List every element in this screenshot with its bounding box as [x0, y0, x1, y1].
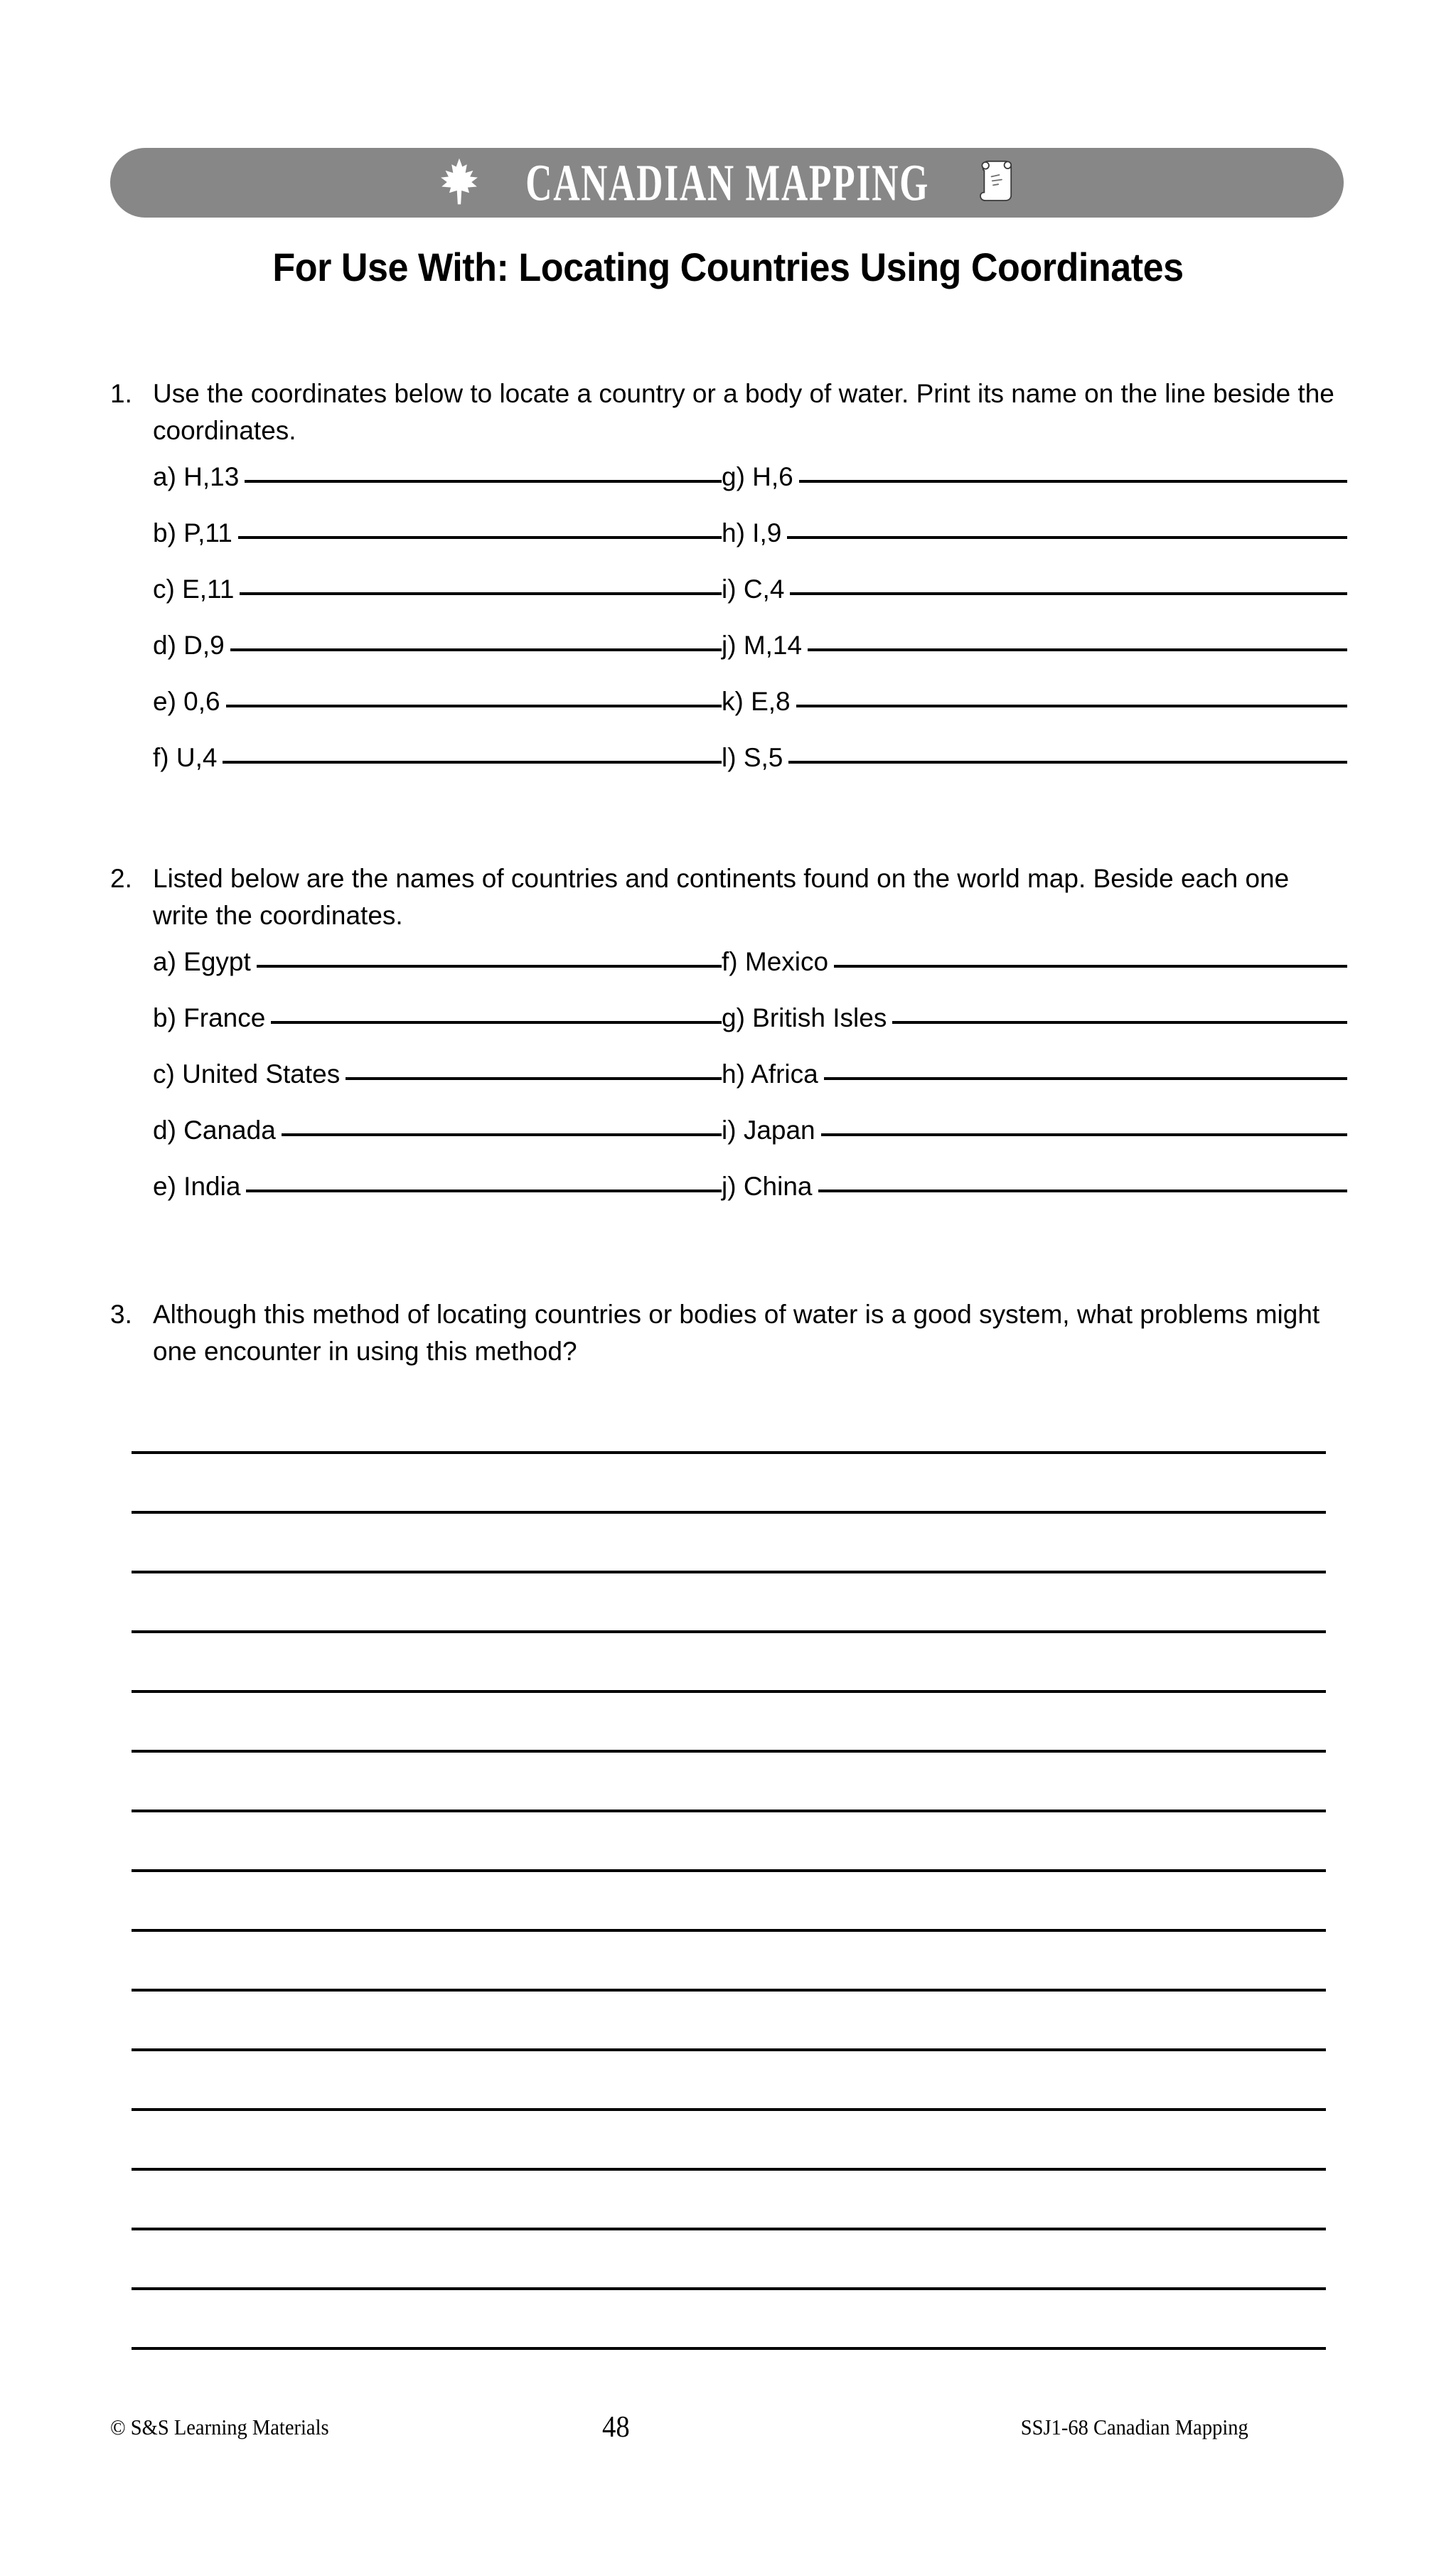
- item-label: i) C,4: [722, 574, 785, 604]
- banner-title: CANADIAN MAPPING: [525, 154, 930, 212]
- answer-blank[interactable]: [230, 648, 722, 651]
- answer-blank[interactable]: [226, 705, 722, 707]
- question-2-number: 2.: [110, 864, 132, 893]
- question-2: [110, 860, 1347, 1228]
- list-item: [722, 743, 1347, 799]
- answer-line[interactable]: [132, 1693, 1326, 1753]
- list-item: [722, 947, 1347, 1003]
- answer-blank[interactable]: [282, 1133, 722, 1136]
- item-label: h) I,9: [722, 518, 782, 547]
- answer-line[interactable]: [132, 1454, 1326, 1514]
- list-item: [153, 1059, 722, 1116]
- item-label: g) H,6: [722, 462, 793, 491]
- list-item: [153, 743, 722, 799]
- section-spacer: [110, 799, 1347, 860]
- answer-blank[interactable]: [892, 1021, 1347, 1024]
- answer-line[interactable]: [132, 1872, 1326, 1932]
- list-item: [153, 462, 722, 518]
- item-label: l) S,5: [722, 743, 783, 772]
- item-label: j) China: [722, 1172, 813, 1201]
- question-2-right-column: [722, 947, 1347, 1228]
- question-1-number: 1.: [110, 379, 132, 408]
- answer-line[interactable]: [132, 1992, 1326, 2051]
- answer-line[interactable]: [132, 2051, 1326, 2111]
- answer-line[interactable]: [132, 1573, 1326, 1633]
- maple-leaf-icon: [440, 157, 478, 209]
- item-label: f) Mexico: [722, 947, 829, 976]
- item-label: i) Japan: [722, 1116, 815, 1145]
- answer-line[interactable]: [132, 1394, 1326, 1454]
- list-item: [153, 947, 722, 1003]
- question-1-header: [110, 375, 1347, 449]
- list-item: [722, 1172, 1347, 1228]
- item-label: j) M,14: [722, 631, 803, 660]
- list-item: [153, 1116, 722, 1172]
- list-item: [722, 1116, 1347, 1172]
- question-1: [110, 375, 1347, 799]
- question-2-left-column: [153, 947, 722, 1228]
- question-1-left-column: [153, 462, 722, 799]
- question-3-answer-lines: [110, 1394, 1347, 2350]
- question-1-text: Use the coordinates below to locate a country or a body of water. Print its name on the line beside the coordinates.: [153, 379, 1334, 445]
- question-3-number: 3.: [110, 1300, 132, 1329]
- item-label: f) U,4: [153, 743, 218, 772]
- item-label: a) H,13: [153, 462, 240, 491]
- item-label: a) Egypt: [153, 947, 251, 976]
- list-item: [722, 1003, 1347, 1059]
- question-3: [110, 1296, 1347, 2350]
- answer-line[interactable]: [132, 2230, 1326, 2290]
- list-item: [153, 631, 722, 687]
- question-3-header: [110, 1296, 1347, 1370]
- item-label: c) United States: [153, 1059, 341, 1089]
- item-label: g) British Isles: [722, 1003, 887, 1032]
- list-item: [722, 631, 1347, 687]
- answer-line[interactable]: [132, 1753, 1326, 1812]
- answer-blank[interactable]: [788, 761, 1347, 764]
- footer-copyright: © S&S Learning Materials: [110, 2415, 329, 2439]
- list-item: [722, 574, 1347, 631]
- list-item: [153, 574, 722, 631]
- answer-blank[interactable]: [790, 592, 1347, 595]
- item-label: b) France: [153, 1003, 266, 1032]
- answer-blank[interactable]: [245, 480, 722, 483]
- answer-blank[interactable]: [824, 1077, 1347, 1080]
- question-3-text: Although this method of locating countries or bodies of water is a good system, what problems might one encounter in using this method?: [153, 1300, 1320, 1366]
- scroll-map-icon: [977, 158, 1014, 208]
- question-1-answer-grid: [110, 462, 1347, 799]
- list-item: [153, 1003, 722, 1059]
- item-label: k) E,8: [722, 687, 791, 716]
- item-label: e) India: [153, 1172, 241, 1201]
- answer-blank[interactable]: [787, 536, 1347, 539]
- answer-line[interactable]: [132, 1812, 1326, 1872]
- answer-blank[interactable]: [238, 536, 722, 539]
- list-item: [153, 1172, 722, 1228]
- item-label: b) P,11: [153, 518, 232, 547]
- answer-blank[interactable]: [246, 1190, 722, 1192]
- answer-blank[interactable]: [834, 965, 1347, 968]
- answer-line[interactable]: [132, 1633, 1326, 1693]
- worksheet-content: [110, 375, 1347, 2350]
- answer-blank[interactable]: [223, 761, 722, 764]
- item-label: c) E,11: [153, 574, 235, 604]
- list-item: [153, 518, 722, 574]
- answer-line[interactable]: [132, 1932, 1326, 1992]
- answer-line[interactable]: [132, 2171, 1326, 2230]
- answer-blank[interactable]: [346, 1077, 722, 1080]
- page-footer: [110, 2410, 1248, 2444]
- item-label: h) Africa: [722, 1059, 818, 1089]
- question-2-answer-grid: [110, 947, 1347, 1228]
- list-item: [722, 462, 1347, 518]
- answer-line[interactable]: [132, 2111, 1326, 2171]
- item-label: d) D,9: [153, 631, 225, 660]
- answer-line[interactable]: [132, 2290, 1326, 2350]
- question-2-header: [110, 860, 1347, 934]
- list-item: [722, 518, 1347, 574]
- answer-blank[interactable]: [271, 1021, 722, 1024]
- answer-blank[interactable]: [818, 1190, 1348, 1192]
- footer-page-number: 48: [602, 2411, 630, 2444]
- footer-product-code: SSJ1-68 Canadian Mapping: [1020, 2415, 1248, 2439]
- answer-blank[interactable]: [796, 705, 1347, 707]
- answer-blank[interactable]: [240, 592, 722, 595]
- item-label: e) 0,6: [153, 687, 220, 716]
- question-1-right-column: [722, 462, 1347, 799]
- answer-blank[interactable]: [799, 480, 1347, 483]
- answer-blank[interactable]: [821, 1133, 1347, 1136]
- list-item: [722, 687, 1347, 743]
- list-item: [153, 687, 722, 743]
- answer-line[interactable]: [132, 1514, 1326, 1573]
- item-label: d) Canada: [153, 1116, 276, 1145]
- question-2-text: Listed below are the names of countries and continents found on the world map. Beside each one write the coordinates.: [153, 864, 1290, 930]
- answer-blank[interactable]: [257, 965, 722, 968]
- section-spacer: [110, 1228, 1347, 1296]
- page-title: For Use With: Locating Countries Using Coordinates: [272, 245, 1184, 289]
- answer-blank[interactable]: [808, 648, 1347, 651]
- list-item: [722, 1059, 1347, 1116]
- header-banner: [110, 148, 1344, 218]
